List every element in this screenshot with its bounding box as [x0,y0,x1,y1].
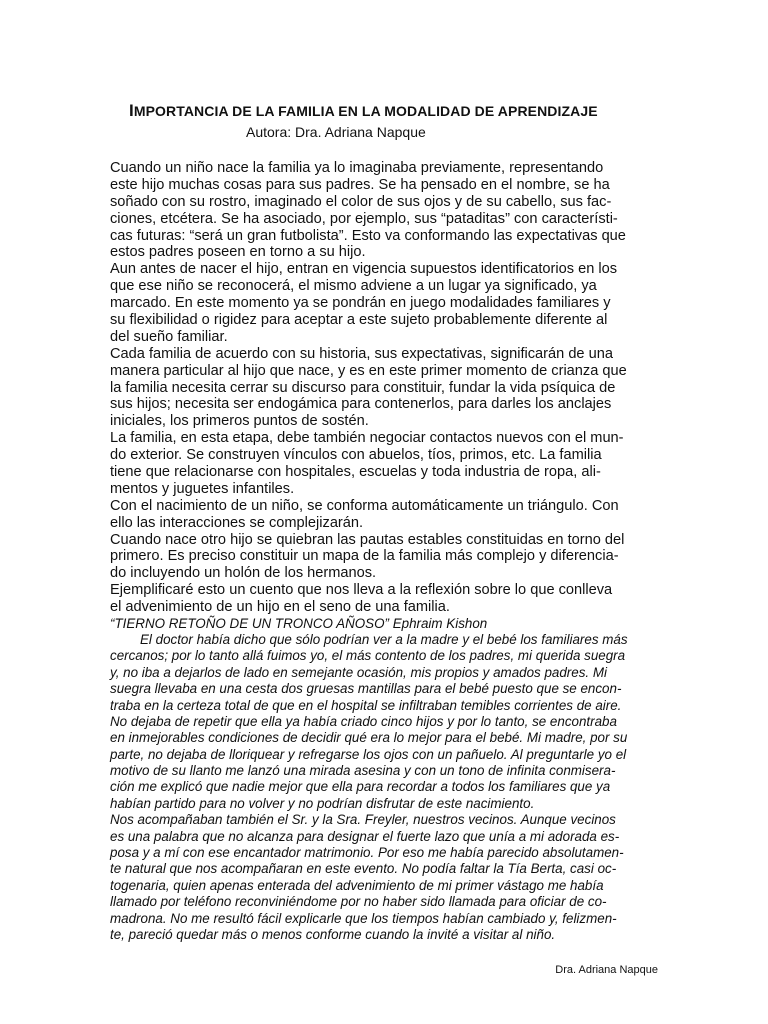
story-line: traba en la certeza total de que en el hospital se infiltraban temibles corrientes de aire. [110,697,622,713]
story-line: Nos acompañaban también el Sr. y la Sra. Freyler, nuestros vecinos. Aunque vecinos [110,812,616,828]
story-line: suegra llevaba en una cesta dos gruesas mantillas para el bebé puesto que se encon- [110,681,622,697]
body-line: Cuando nace otro hijo se quiebran las pautas estables constituidas en torno del [110,531,625,548]
body-line: sus hijos; necesita ser endogámica para contenerlos, para darles los anclajes [110,396,612,413]
document-title [129,101,689,121]
body-line: estos padres poseen en torno a su hijo. [110,244,366,261]
story-line: habían partido para no volver y no podrían disfrutar de este nacimiento. [110,795,535,811]
title-initial: I [129,101,134,120]
body-line: La familia, en esta etapa, debe también negociar contactos nuevos con el mun- [110,430,624,447]
footer-author: Dra. Adriana Napque [555,964,658,976]
story-line: El doctor había dicho que sólo podrían ver a la madre y el bebé los familiares más [140,631,628,647]
story-line: y, no iba a dejarlos de lado en semejante ocasión, mis propios y amados padres. Mi [110,664,607,680]
story-line: te natural que nos acompañaran en este evento. No podía faltar la Tía Berta, casi oc- [110,861,617,877]
body-line: Cada familia de acuerdo con su historia, sus expectativas, significarán de una [110,345,613,362]
story-title: “TIERNO RETOÑO DE UN TRONCO AÑOSO” Ephraim Kishon [110,616,488,632]
body-line: del sueño familiar. [110,328,228,345]
body-line: mentos y juguetes infantiles. [110,480,295,497]
story-line: No dejaba de repetir que ella ya había criado cinco hijos y por lo tanto, se encontraba [110,713,617,729]
story-line: te, pareció quedar más o menos conforme cuando la invité a visitar al niño. [110,926,556,942]
story-line: motivo de su llanto me lanzó una mirada asesina y con un tono de infinita conmisera- [110,763,616,779]
story-line: cercanos; por lo tanto allá fuimos yo, el más contento de los padres, mi querida suegra [110,648,626,664]
body-line: ciones, etcétera. Se ha asociado, por ejemplo, sus “pataditas” con característi- [110,210,618,227]
title-rest: MPORTANCIA DE LA FAMILIA EN LA MODALIDAD DE APRENDIZAJE [133,103,598,119]
body-line: primero. Es preciso constituir un mapa de la familia más complejo y diferencia- [110,548,619,565]
story-line: en inmejorables condiciones de decidir qué era lo mejor para el bebé. Mi madre, por su [110,730,628,746]
body-line: tiene que relacionarse con hospitales, escuelas y toda industria de ropa, ali- [110,464,601,481]
body-text [110,160,670,943]
story-line: madrona. No me resultó fácil explicarle que los tiempos habían cambiado y, felizmen- [110,910,617,926]
body-line: este hijo muchas cosas para sus padres. Se ha pensado en el nombre, se ha [110,176,610,193]
body-line: Aun antes de nacer el hijo, entran en vigencia supuestos identificatorios en los [110,261,618,278]
body-paragraphs [110,160,670,616]
body-line: Con el nacimiento de un niño, se conforma automáticamente un triángulo. Con [110,497,619,514]
body-line: que ese niño se reconocerá, el mismo adviene a un lugar ya significado, ya [110,278,597,295]
body-line: el advenimiento de un hijo en el seno de una familia. [110,599,450,616]
body-line: iniciales, los primeros puntos de sostén. [110,413,369,430]
author-line: Autora: Dra. Adriana Napque [246,124,426,140]
story-line: parte, no dejaba de lloriquear y refregarse los ojos con un pañuelo. Al preguntarle yo el [110,746,627,762]
story-line: llamado por teléfono reconviniéndome por no haber sido llamada para oficiar de co- [110,894,607,910]
body-line: la familia necesita cerrar su discurso para constituir, fundar la vida psíquica de [110,379,616,396]
body-line: do exterior. Se construyen vínculos con abuelos, tíos, primos, etc. La familia [110,447,602,464]
story-line: ción me explicó que nadie mejor que ella para recordar a todos los familiares que ya [110,779,611,795]
story-line: es una palabra que no alcanza para designar el fuerte lazo que unía a mi adorada es- [110,828,620,844]
body-line: ello las interacciones se complejizarán. [110,514,364,531]
story-line: togenaria, quien apenas enterada del advenimiento de mi primer vástago me había [110,877,604,893]
body-line: soñado con su rostro, imaginado el color de sus ojos y de su cabello, sus fac- [110,193,612,210]
body-line: Ejemplificaré esto un cuento que nos lleva a la reflexión sobre lo que conlleva [110,582,613,599]
body-line: Cuando un niño nace la familia ya lo imaginaba previamente, representando [110,160,604,176]
body-line: manera particular al hijo que nace, y es en este primer momento de crianza que [110,362,627,379]
story-text [110,632,670,943]
body-line: cas futuras: “será un gran futbolista”. Esto va conformando las expectativas que [110,227,626,244]
body-line: su flexibilidad o rigidez para aceptar a este sujeto probablemente diferente al [110,312,608,329]
body-line: marcado. En este momento ya se pondrán en juego modalidades familiares y [110,295,611,312]
body-line: do incluyendo un holón de los hermanos. [110,565,377,582]
story-line: posa y a mí con ese encantador matrimonio. Por eso me había parecido absolutamen- [110,845,624,861]
